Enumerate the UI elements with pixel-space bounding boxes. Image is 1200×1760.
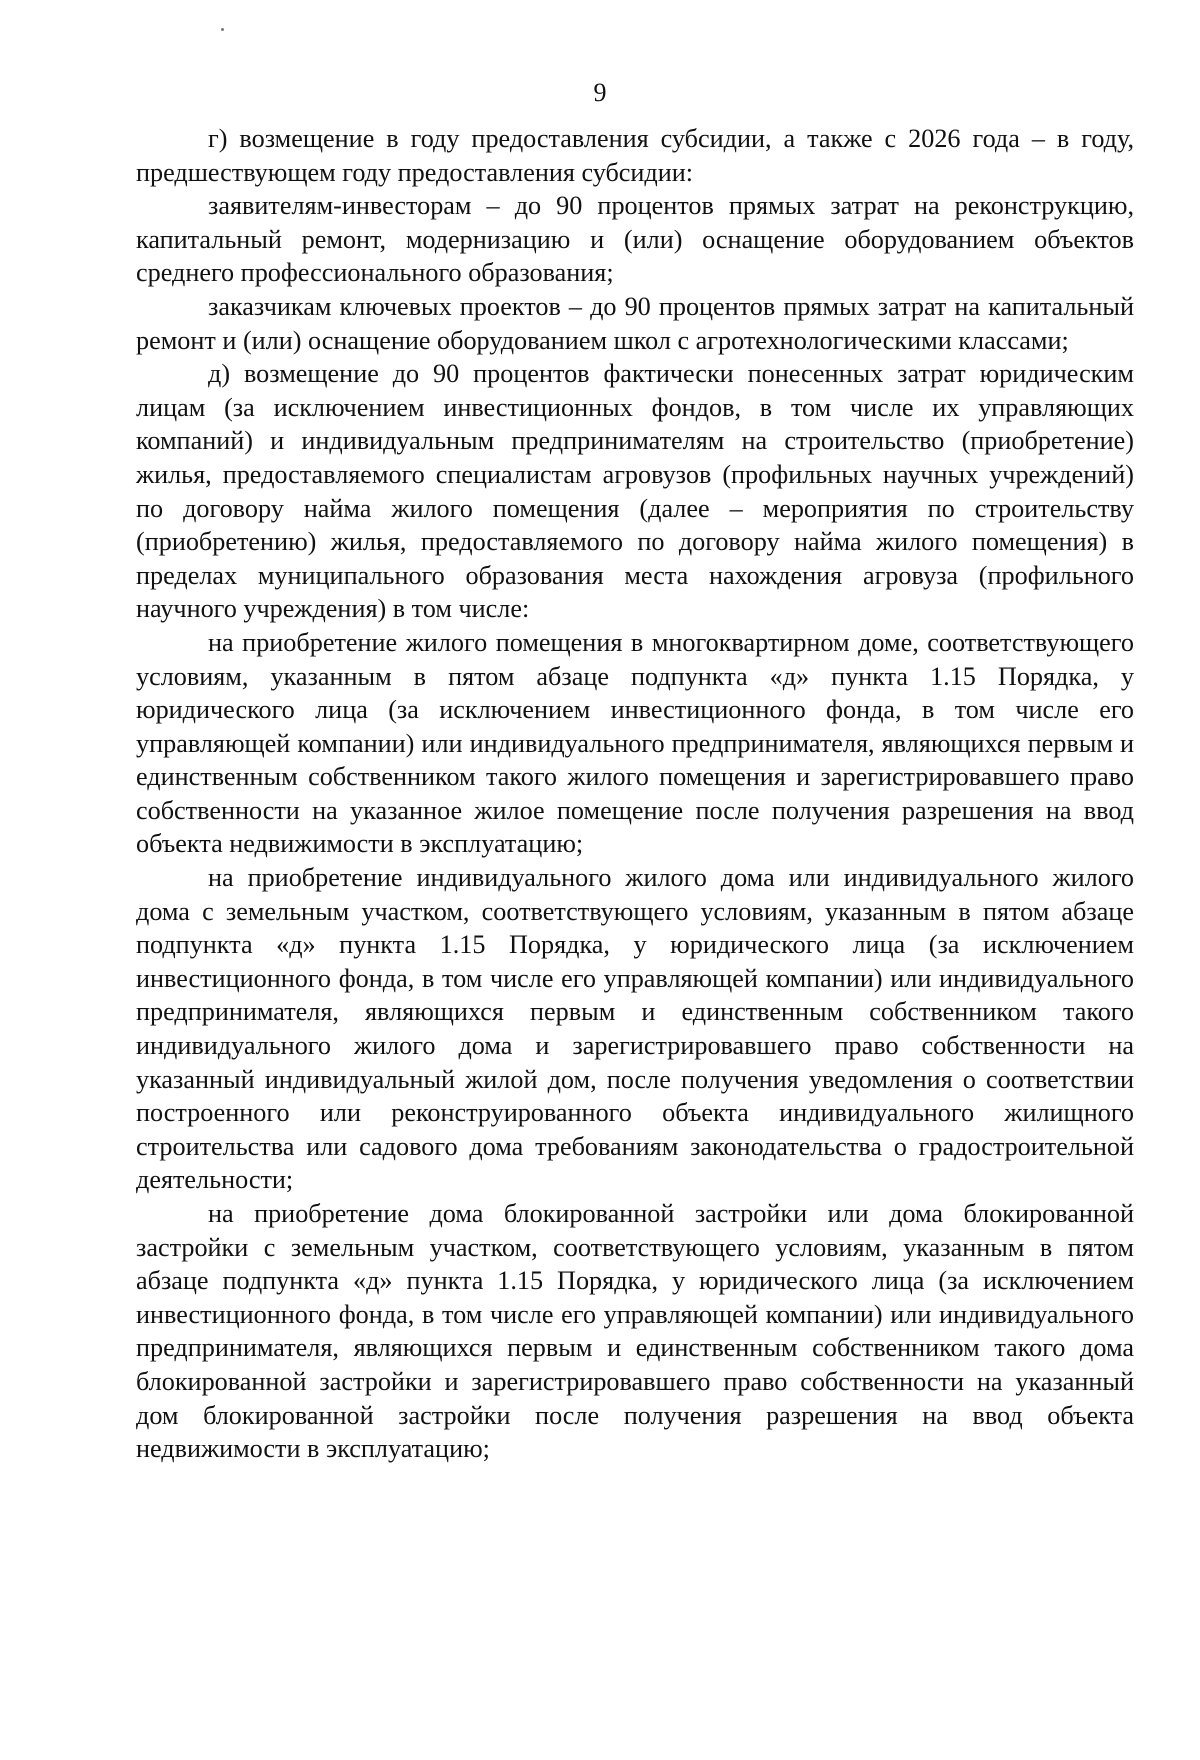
paragraph-d: д) возмещение до 90 процентов фактически понесенных затрат юридическим лицам (за исключением инвестиционных фондов, в том числе их управляющих компаний) и индивидуальным предпринимателям на строительство (приобретение) жилья, предоставляемого специалистам агровузов (профильных научных учреждений) по договору найма жилого помещения (далее – мероприятия по строительству (приобретению) жилья, предоставляемого по договору найма жилого помещения) в пределах муниципального образования места нахождения агровуза (профильного научного учреждения) в том числе: — [136, 359, 1134, 624]
paragraph-g: г) возмещение в году предоставления субсидии, а также с 2026 года – в году, предшествующем году предоставления субсидии: — [136, 124, 1134, 187]
paragraph-townhouse-purchase: на приобретение дома блокированной застройки или дома блокированной застройки с земельным участком, соответствующего условиям, указанным в пятом абзаце подпункта «д» пункта 1.15 Порядка, у юридического лица (за исключением инвестиционного фонда, в том числе его управляющей компании) или индивидуального предпринимателя, являющихся первым и единственным собственником такого дома блокированной застройки и зарегистрировавшего право собственности на указанный дом блокированной застройки после получения разрешения на ввод объекта недвижимости в эксплуатацию; — [136, 1199, 1134, 1464]
page-number: 9 — [593, 78, 607, 107]
document-body — [136, 122, 1134, 1466]
paragraph-house-purchase: на приобретение индивидуального жилого дома или индивидуального жилого дома с земельным участком, соответствующего условиям, указанным в пятом абзаце подпункта «д» пункта 1.15 Порядка, у юридического лица (за исключением инвестиционного фонда, в том числе его управляющей компании) или индивидуального предпринимателя, являющихся первым и единственным собственником такого индивидуального жилого дома и зарегистрировавшего право собственности на указанный индивидуальный жилой дом, после получения уведомления о соответствии построенного или реконструированного объекта индивидуального жилищного строительства или садового дома требованиям законодательства о градостроительной деятельности; — [136, 863, 1134, 1195]
scan-speck — [221, 28, 224, 31]
paragraph-apartment-purchase: на приобретение жилого помещения в многоквартирном доме, соответствующего условиям, указанным в пятом абзаце подпункта «д» пункта 1.15 Порядка, у юридического лица (за исключением инвестиционного фонда, в том числе его управляющей компании) или индивидуального предпринимателя, являющихся первым и единственным собственником такого жилого помещения и зарегистрировавшего право собственности на указанное жилое помещение после получения разрешения на ввод объекта недвижимости в эксплуатацию; — [136, 627, 1134, 859]
paragraph-key-projects: заказчикам ключевых проектов – до 90 процентов прямых затрат на капитальный ремонт и (или) оснащение оборудованием школ с агротехнологическими классами; — [136, 291, 1134, 355]
paragraph-investors: заявителям-инвесторам – до 90 процентов прямых затрат на реконструкцию, капитальный ремонт, модернизацию и (или) оснащение оборудованием объектов среднего профессионального образования; — [136, 191, 1134, 288]
